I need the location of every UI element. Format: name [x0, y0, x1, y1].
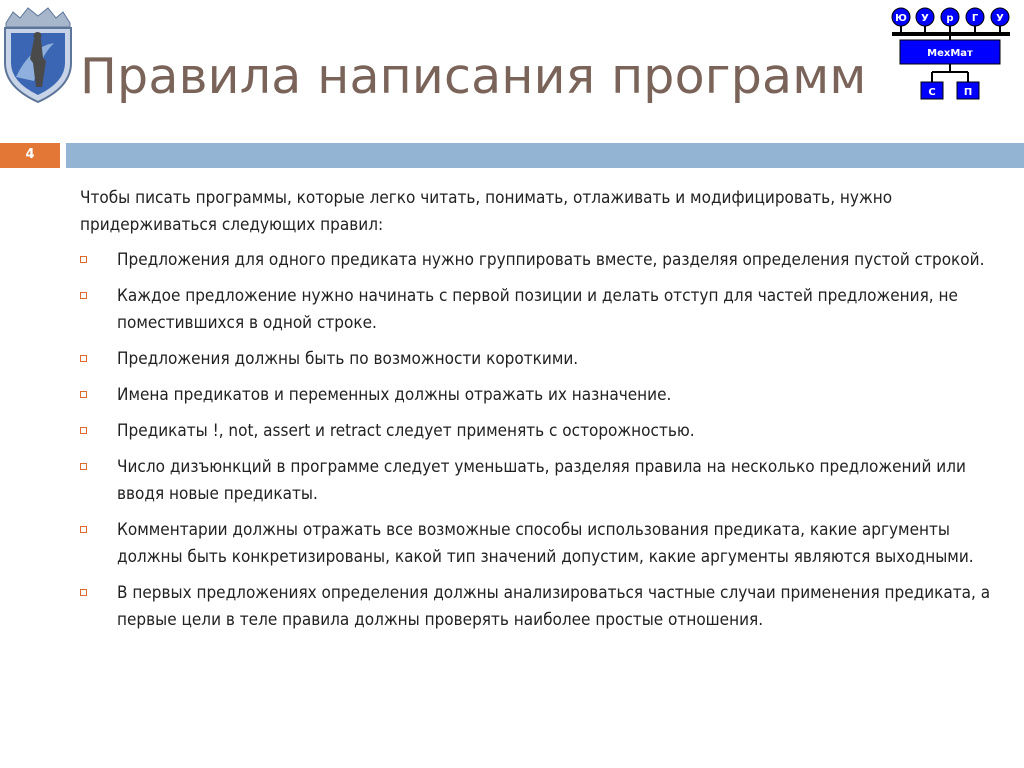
rule-text: Предложения должны быть по возможности короткими. [117, 349, 579, 369]
badge-letter: р [946, 13, 954, 24]
rule-text: Каждое предложение нужно начинать с первой позиции и делать отступ для частей предложения, не поместившихся в одной строке. [117, 286, 958, 333]
square-bullet-icon [80, 526, 87, 533]
faculty-badge-diagram [888, 4, 1018, 108]
square-bullet-icon [80, 589, 87, 596]
list-item [80, 454, 1000, 508]
list-item [80, 418, 1000, 445]
badge-letter: Ю [895, 13, 907, 24]
list-item [80, 247, 1000, 274]
badge-letter: С [928, 87, 936, 98]
badge-circle [941, 8, 959, 26]
list-item [80, 382, 1000, 409]
rule-text: Имена предикатов и переменных должны отражать их назначение. [117, 385, 672, 405]
square-bullet-icon [80, 292, 87, 299]
rule-text: Комментарии должны отражать все возможные способы использования предиката, какие аргументы должны быть конкретизированы, какой тип значений допустим, какие аргументы являются выходными. [117, 520, 974, 567]
square-bullet-icon [80, 355, 87, 362]
badge-circle [892, 8, 910, 26]
badge-circle [991, 8, 1009, 26]
intro-text: Чтобы писать программы, которые легко читать, понимать, отлаживать и модифицировать, нужно придерживаться следующих правил: [80, 188, 893, 235]
square-bullet-icon [80, 391, 87, 398]
slide-body [80, 185, 1000, 643]
badge-letter: Г [971, 13, 979, 24]
rules-list [80, 247, 1000, 634]
badge-circle [966, 8, 984, 26]
badge-faculty-label: МехМат [927, 48, 973, 59]
square-bullet-icon [80, 463, 87, 470]
badge-letter: П [963, 87, 973, 98]
badge-letter: У [996, 13, 1004, 24]
list-item [80, 580, 1000, 634]
rule-text: Предикаты !, not, assert и retract следует применять с осторожностью. [117, 421, 695, 441]
header-divider-bar [66, 143, 1024, 168]
square-bullet-icon [80, 256, 87, 263]
badge-circle [916, 8, 934, 26]
rule-text: В первых предложениях определения должны анализироваться частные случаи применения предиката, а первые цели в теле правила должны проверять наиболее простые отношения. [117, 583, 991, 630]
square-bullet-icon [80, 427, 87, 434]
list-item [80, 283, 1000, 337]
badge-letter: У [921, 13, 929, 24]
list-item [80, 517, 1000, 571]
rule-text: Предложения для одного предиката нужно группировать вместе, разделяя определения пустой строкой. [117, 250, 985, 270]
rule-text: Число дизъюнкций в программе следует уменьшать, разделяя правила на несколько предложений или вводя новые предикаты. [117, 457, 966, 504]
list-item [80, 346, 1000, 373]
slide-number: 4 [0, 143, 60, 168]
university-emblem-icon [1, 3, 75, 103]
slide-title: Правила написания программ [80, 48, 867, 105]
